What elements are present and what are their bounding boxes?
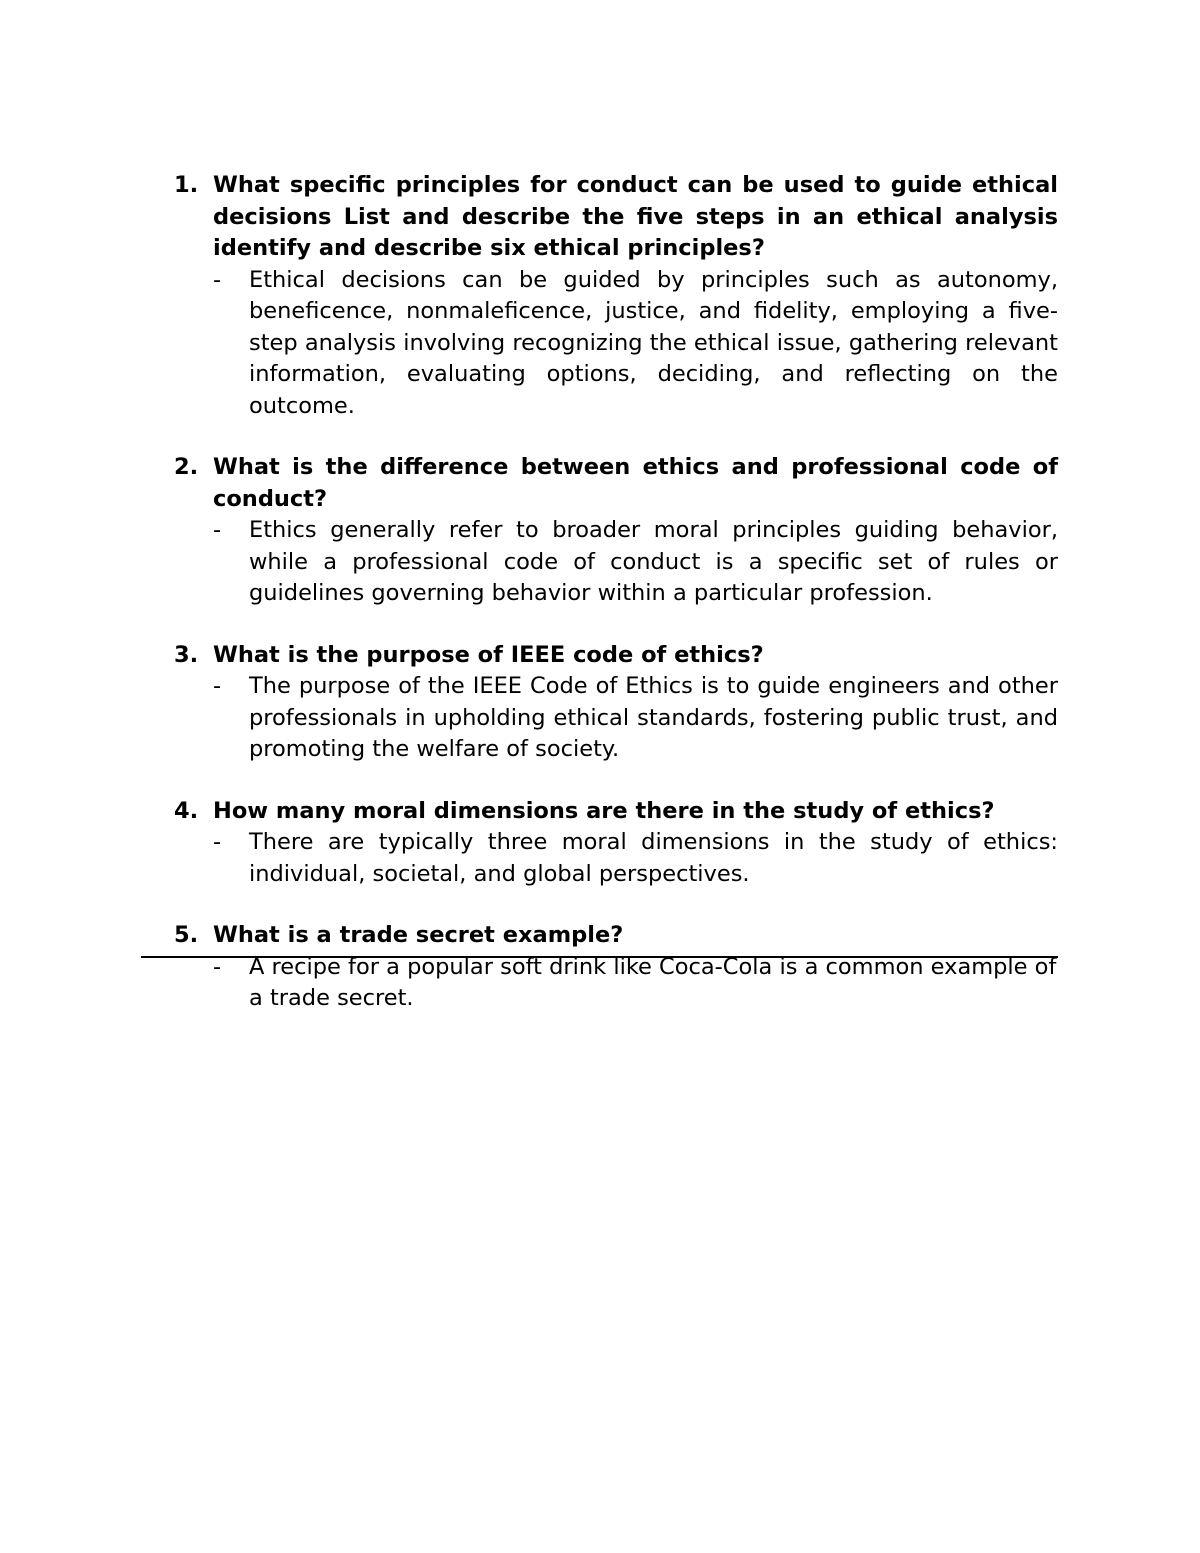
answer-text: A recipe for a popular soft drink like Coca-Cola is a common example of a trade secret. [249,953,1057,1011]
list-item [174,452,1058,610]
question-number: 4. [174,797,199,824]
answer-text-block [213,671,1058,766]
list-item [174,640,1058,766]
list-item [174,170,1058,422]
question-number: 1. [174,172,199,198]
question-text: What specific principles for conduct can be used to guide ethical decisions List and describe the five steps in an ethical analysis identify and describe six ethical principles? [213,172,1058,261]
bullet-dash: - [213,673,222,699]
bullet-dash: - [213,829,222,855]
question-number: 2. [174,454,199,480]
question-text: What is a trade secret example? [213,922,624,948]
answer-text: There are typically three moral dimensions in the study of ethics: individual, societal, and global perspectives. [249,829,1058,887]
bullet-dash: - [213,953,222,980]
answer-text: Ethics generally refer to broader moral principles guiding behavior, while a professional code of conduct is a specific set of rules or guidelines governing behavior within a particular profession. [249,517,1058,606]
answer-text: The purpose of the IEEE Code of Ethics is to guide engineers and other professionals in upholding ethical standards, fostering public trust, and promoting the welfare of society. [249,673,1058,762]
answer-text-block [213,265,1058,423]
answer-text-block [213,515,1058,610]
question-text: What is the purpose of IEEE code of ethics? [213,641,764,668]
question-number: 3. [174,641,199,668]
underline-rule [141,956,1058,958]
question-text: What is the difference between ethics and professional code of conduct? [213,454,1058,512]
list-item [174,920,1058,1015]
question-list [174,170,1058,1015]
list-item [174,796,1058,891]
bullet-dash: - [213,266,222,293]
answer-text-block [213,827,1058,890]
bullet-dash: - [213,517,222,543]
question-number: 5. [174,922,199,948]
answer-text: Ethical decisions can be guided by principles such as autonomy, beneficence, nonmaleficence, justice, and fidelity, employing a five-step analysis involving recognizing the ethical issue, gathering relevant information, evaluating options, deciding, and reflecting on the outcome. [249,266,1058,419]
question-text: How many moral dimensions are there in the study of ethics? [213,797,995,824]
answer-text-block [213,952,1058,1015]
